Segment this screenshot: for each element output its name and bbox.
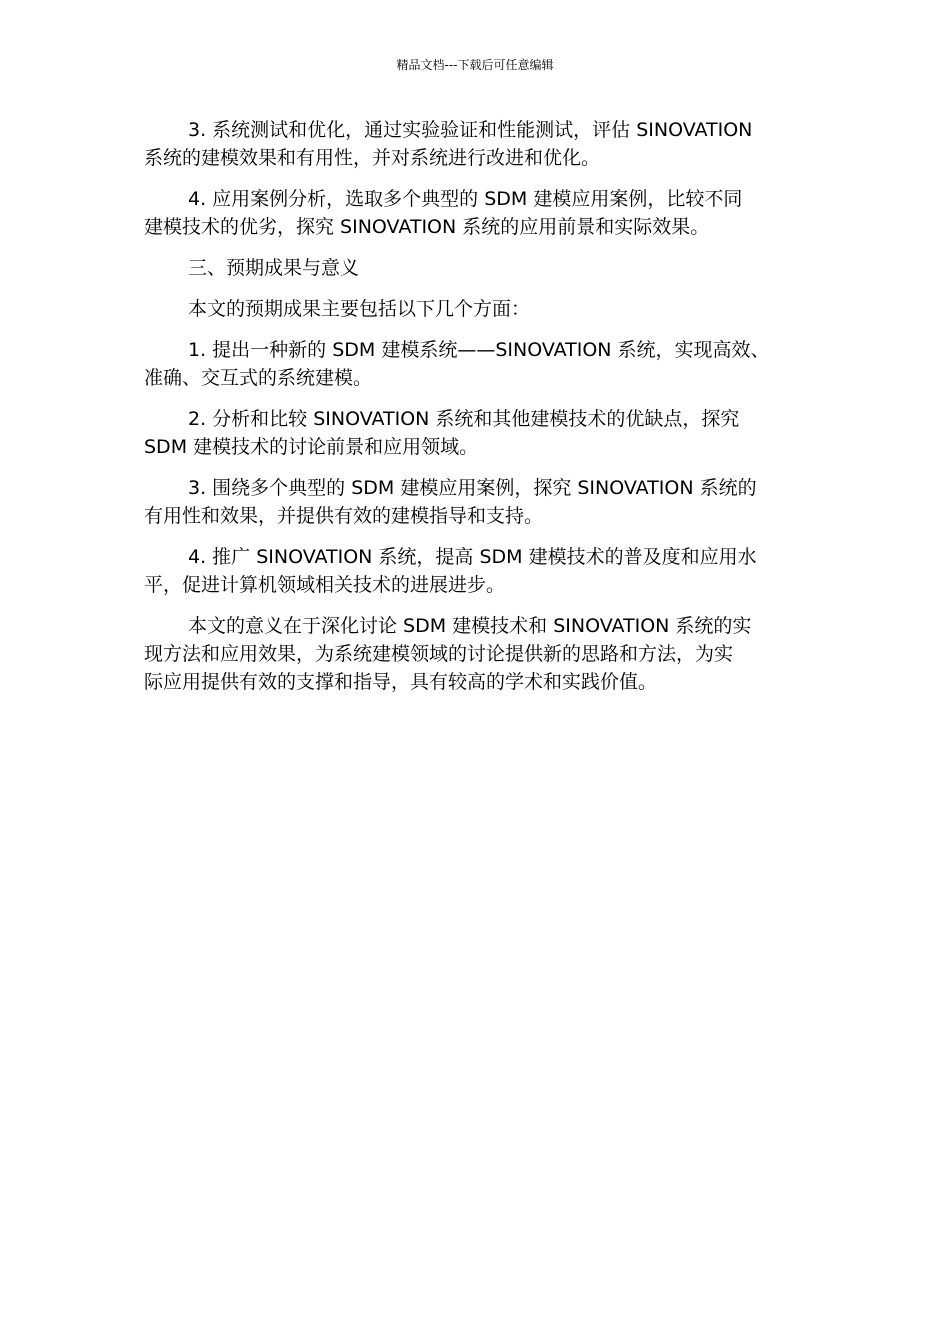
paragraph-significance: 本文的意义在于深化讨论 SDM 建模技术和 SINOVATION 系统的实 现方法和应用效果，为系统建模领域的讨论提供新的思路和方法，为实 际应用提供有效的支撑和指导，具有较高的学术和实践价值。 <box>144 615 752 693</box>
page-header: 精品文档---下载后可任意编辑 <box>396 58 554 72</box>
paragraph-results-intro: 本文的预期成果主要包括以下几个方面： <box>188 298 531 320</box>
paragraph-item-3-testing: 3. 系统测试和优化，通过实验验证和性能测试，评估 SINOVATION 系统的建模效果和有用性，并对系统进行改进和优化。 <box>144 119 753 169</box>
paragraph-result-2: 2. 分析和比较 SINOVATION 系统和其他建模技术的优缺点，探究 SDM 建模技术的讨论前景和应用领域。 <box>144 408 740 458</box>
paragraph-item-4-case-analysis: 4. 应用案例分析，选取多个典型的 SDM 建模应用案例，比较不同 建模技术的优劣，探究 SINOVATION 系统的应用前景和实际效果。 <box>144 188 743 238</box>
paragraph-result-1: 1. 提出一种新的 SDM 建模系统——SINOVATION 系统，实现高效、 准确、交互式的系统建模。 <box>144 339 770 389</box>
paragraph-result-3: 3. 围绕多个典型的 SDM 建模应用案例，探究 SINOVATION 系统的 有用性和效果，并提供有效的建模指导和支持。 <box>144 477 757 527</box>
section-heading-expected-results: 三、预期成果与意义 <box>188 257 360 279</box>
paragraph-result-4: 4. 推广 SINOVATION 系统，提高 SDM 建模技术的普及度和应用水 平，促进计算机领域相关技术的进展进步。 <box>144 546 757 596</box>
document-body <box>144 116 816 709</box>
